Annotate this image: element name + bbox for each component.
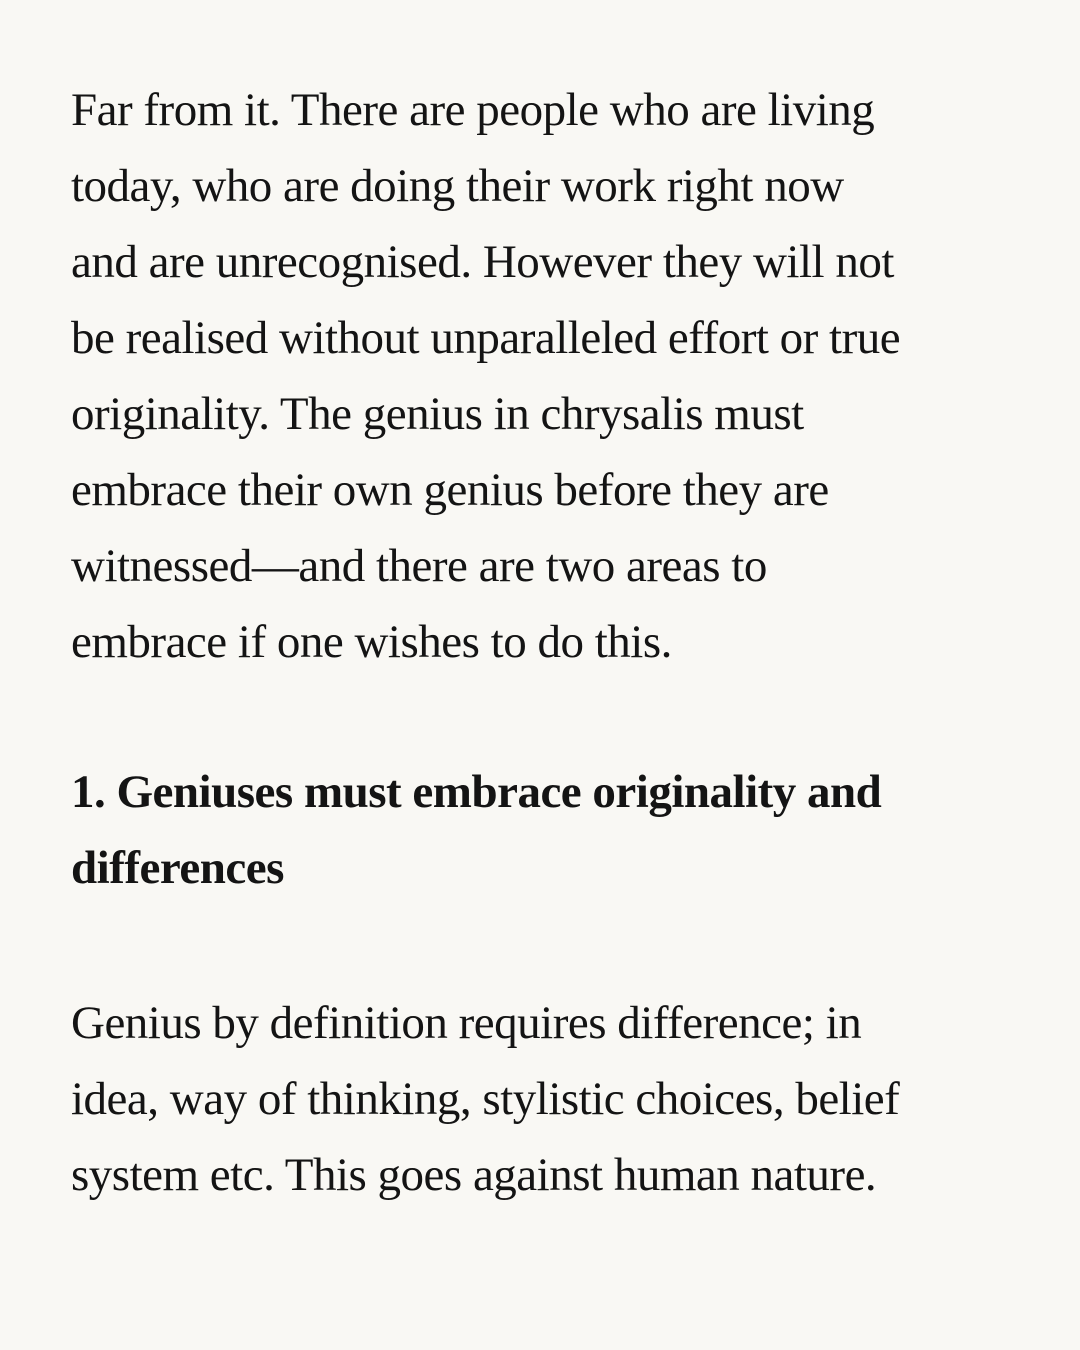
intro-paragraph: Far from it. There are people who are living today, who are doing their work right now and are unrecognised. However they will not be realised without unparalleled effort or true originality. The genius in chrysalis must embrace their own genius before they are witnessed—and there are two areas to embrace if one wishes to do this. xyxy=(71,84,901,668)
section-heading: 1. Geniuses must embrace originality and differences xyxy=(71,766,882,894)
section-paragraph: Genius by definition requires difference; in idea, way of thinking, stylistic choices, belief system etc. This goes against human nature. xyxy=(71,997,900,1201)
